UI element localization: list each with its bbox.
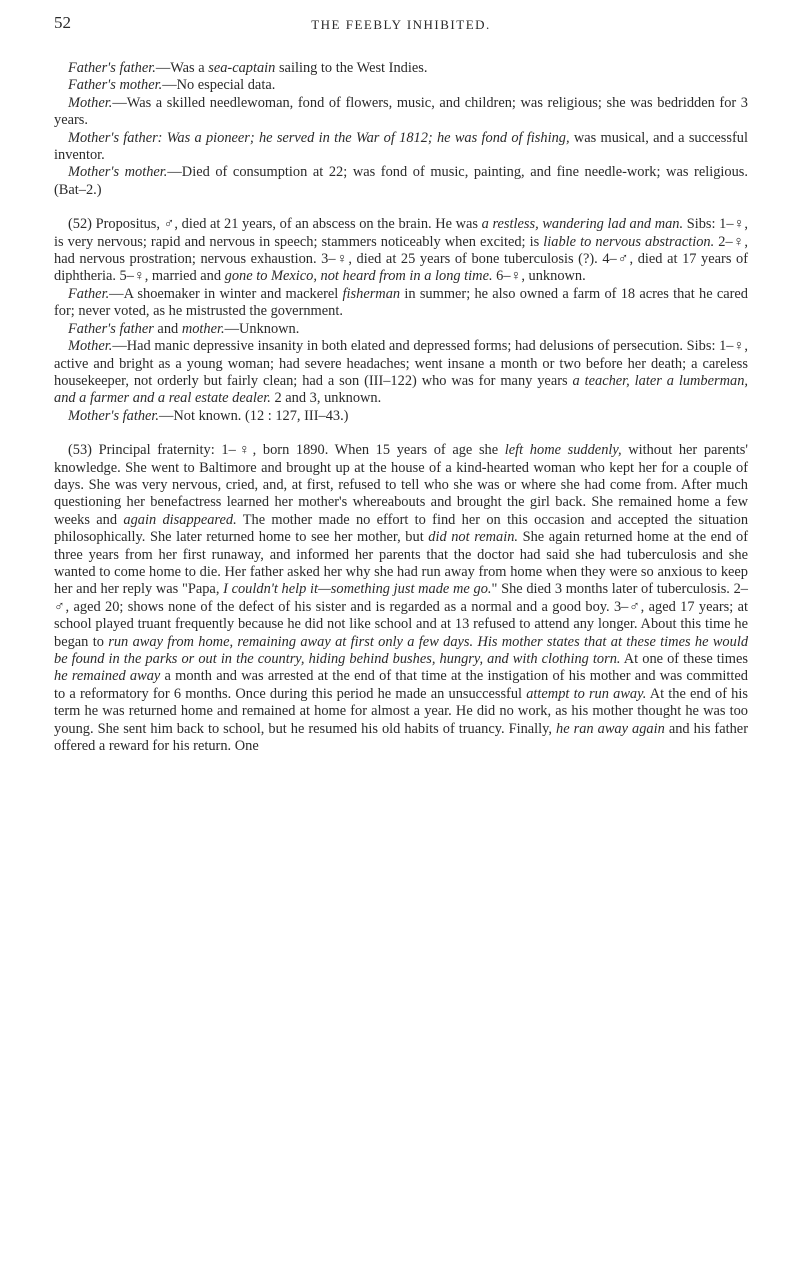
paragraph-fathers-mother (54, 77, 748, 94)
label: Mother's father: (68, 129, 163, 146)
text: She again returned home at the end of three years from her first runaway, and informed her parents that the doctor had said she had tuberculosis and she wanted to come home to die. Her father asked her why she had run away from home when they were so anxious to keep her and her reply was "Papa, (54, 529, 748, 598)
text: (52) Propositus, ♂, died at 21 years, of an abscess on the brain. He was (68, 216, 482, 233)
emphasis: liable to nervous abstraction. (543, 233, 715, 250)
text: and (153, 320, 182, 337)
page-body (54, 60, 748, 755)
paragraph-mothers-father-2 (54, 408, 748, 425)
text: 2–♀, had nervous prostration; nervous exhaustion. 3–♀, died at 25 years of bone tuberculosis (?). 4–♂, died at 17 years of diphtheria. 5–♀, married and (54, 233, 748, 285)
text: was musical, and a successful inventor. (54, 129, 748, 164)
paragraph-father (54, 286, 748, 321)
label: Father's father (68, 320, 154, 337)
emphasis: again disappeared. (123, 511, 237, 528)
emphasis: I couldn't help it—something just made me go. (223, 581, 492, 598)
paragraph-case-53 (54, 442, 748, 755)
emphasis: run away from home, remaining away at first only a few days. His mother states that at these times he would be found in the parks or out in the country, hiding behind bushes, hungry, and with clothing torn. (54, 633, 749, 667)
text: without her parents' knowledge. She went to Baltimore and brought up at the house of a kind-hearted woman who kept her for a couple of days. She was very nervous, cried, and, at first, refused to tell who she was or where she had come from. After much questioning her benefactress learned her mother's whereabouts and brought the girl back. She remained home a few weeks and (54, 442, 748, 528)
emphasis: Was a pioneer; he served in the War of 1812; he was fond of fishing, (162, 129, 570, 146)
text: —A shoemaker in winter and mackerel (109, 285, 343, 302)
emphasis: a teacher, later a lumberman, and a farmer and a real estate dealer. (54, 372, 748, 407)
page-header (54, 14, 748, 38)
label: Father's father. (68, 60, 156, 76)
label: mother. (181, 320, 225, 337)
text: in summer; he also owned a farm of 18 acres that he cared for; never voted, as he mistrusted the government. (54, 285, 748, 320)
paragraph-mothers-mother (54, 164, 748, 199)
text: and his father offered a reward for his return. One (54, 720, 748, 755)
emphasis: he remained away (54, 668, 161, 685)
text: At the end of his term he was returned home and remained at home for almost a year. He did no work, as his mother thought he was too young. She sent him back to school, but he resumed his old habits of truancy. Finally, (54, 685, 748, 737)
text: —Died of consumption at 22; was fond of music, painting, and fine needle-work; was religious. (Bat–2.) (54, 164, 748, 198)
label: Mother's mother. (68, 164, 168, 181)
emphasis: a restless, wandering lad and man. (481, 216, 684, 233)
text: —Not known. (12 : 127, III–43.) (159, 407, 349, 424)
label: Father's mother. (68, 77, 163, 94)
label: Mother. (68, 338, 113, 355)
text: —Had manic depressive insanity in both elated and depressed forms; had delusions of persecution. Sibs: 1–♀, active and bright as a young woman; had severe headaches; went insane a month or two before her death; a careless housekeeper, not orderly but fairly clean; had a son (III–122) who was for many years (54, 338, 748, 389)
text: 6–♀, unknown. (492, 268, 586, 285)
paragraph-fathers-father (54, 60, 748, 77)
page-number: 52 (54, 13, 71, 32)
emphasis: attempt to run away. (526, 685, 647, 702)
emphasis: did not remain. (428, 529, 519, 546)
paragraph-mother (54, 95, 748, 130)
emphasis: left home suddenly, (504, 442, 622, 459)
text: —Was a (155, 60, 209, 76)
text: Sibs: 1–♀, is very nervous; rapid and nervous in speech; stammers noticeably when excited; is (54, 216, 748, 250)
paragraph-fathers-parents (54, 321, 748, 338)
paragraph-mothers-father (54, 130, 748, 165)
text: a month and was arrested at the end of that time at the instigation of his mother and was committed to a reformatory for 6 months. Once during this period he made an unsuccessful (54, 668, 748, 702)
text: 2 and 3, unknown. (270, 390, 382, 407)
label: Mother. (68, 94, 113, 111)
text: —Unknown. (224, 320, 300, 337)
paragraph-mother-2 (54, 338, 748, 408)
text: —No especial data. (162, 77, 276, 94)
paragraph-case-52 (54, 216, 748, 286)
emphasis: sea-captain (208, 60, 276, 76)
text: " She died 3 months later of tuberculosis. 2–♂, aged 20; shows none of the defect of his sister and is regarded as a normal and a good boy. 3–♂, aged 17 years; at school played truant frequently because he did not like school and at 13 refused to attend any longer. About this time he began to (54, 581, 748, 650)
emphasis: gone to Mexico, not heard from in a long time. (224, 268, 493, 285)
emphasis: fisherman (342, 285, 401, 302)
running-head: THE FEEBLY INHIBITED. (311, 17, 491, 32)
text: (53) Principal fraternity: 1–♀, born 1890. When 15 years of age she (68, 442, 505, 459)
text: sailing to the West Indies. (275, 60, 428, 76)
emphasis: he ran away again (556, 720, 665, 737)
text: —Was a skilled needlewoman, fond of flowers, music, and children; was religious; she was bedridden for 3 years. (54, 94, 748, 129)
label: Father. (68, 285, 110, 302)
text: The mother made no effort to find her on this occasion and accepted the situation philosophically. She later returned home to see her mother, but (54, 511, 749, 546)
text: At one of these times (620, 651, 748, 667)
label: Mother's father. (68, 407, 160, 424)
